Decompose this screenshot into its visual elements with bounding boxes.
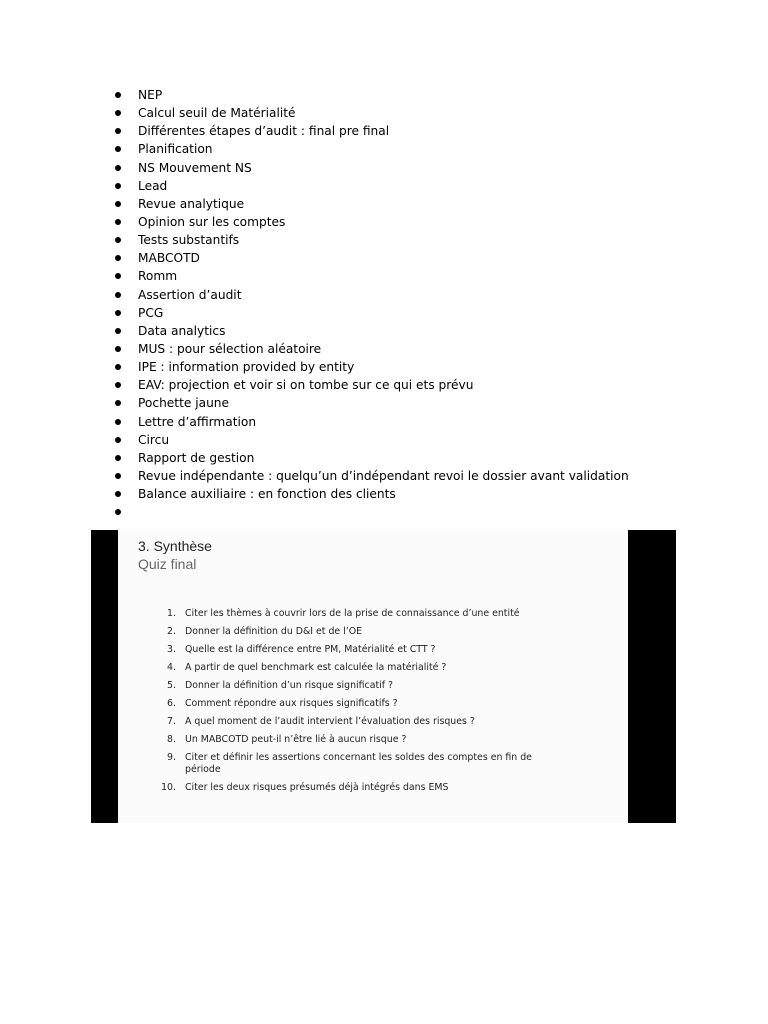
bullet-text: NEP bbox=[138, 88, 163, 102]
quiz-question bbox=[158, 734, 565, 746]
bullet-text: Balance auxiliaire : en fonction des clients bbox=[138, 487, 396, 502]
bullet-dot-icon bbox=[115, 237, 121, 243]
bullet-text: Assertion d’audit bbox=[138, 287, 242, 302]
bullet-dot-icon bbox=[115, 491, 121, 497]
bullet-item bbox=[112, 177, 629, 195]
bullet-text: MABCOTD bbox=[138, 251, 200, 266]
bullet-dot-icon bbox=[115, 509, 121, 515]
bullet-text: Lead bbox=[138, 178, 168, 193]
bullet-item bbox=[112, 267, 629, 285]
bullet-text: Lettre d’affirmation bbox=[138, 414, 257, 429]
bullet-text: Romm bbox=[138, 269, 178, 284]
bullet-item bbox=[112, 358, 629, 376]
question-text: Donner la définition du D&I et de l’OE bbox=[185, 626, 363, 637]
bullet-item bbox=[112, 104, 629, 122]
quiz-question bbox=[158, 716, 565, 728]
bullet-list bbox=[112, 86, 629, 521]
question-number: 8. bbox=[167, 734, 176, 745]
question-number: 2. bbox=[167, 626, 176, 637]
bullet-item bbox=[112, 304, 629, 322]
bullet-dot-icon bbox=[115, 437, 121, 443]
bullet-dot-icon bbox=[115, 419, 121, 425]
bullet-item bbox=[112, 195, 629, 213]
slide-right-black-bar bbox=[628, 530, 676, 823]
question-text: Un MABCOTD peut-il n’être lié à aucun risque ? bbox=[185, 734, 407, 745]
bullet-text: Data analytics bbox=[138, 323, 226, 338]
bullet-item bbox=[112, 86, 629, 104]
bullet-item bbox=[112, 140, 629, 158]
quiz-question bbox=[158, 680, 565, 692]
quiz-question bbox=[158, 608, 565, 620]
bullet-item bbox=[112, 249, 629, 267]
bullet-dot-icon bbox=[115, 183, 121, 189]
bullet-item bbox=[112, 376, 629, 394]
slide-title: 3. Synthèse bbox=[138, 538, 212, 554]
question-number: 5. bbox=[167, 680, 176, 691]
bullet-text: PCG bbox=[138, 305, 164, 320]
bullet-item bbox=[112, 485, 629, 503]
bullet-dot-icon bbox=[115, 219, 121, 225]
bullet-item bbox=[112, 231, 629, 249]
bullet-dot-icon bbox=[115, 165, 121, 171]
quiz-slide-image bbox=[91, 530, 676, 823]
question-text: A partir de quel benchmark est calculée la matérialité ? bbox=[185, 662, 447, 673]
question-number: 7. bbox=[167, 716, 176, 727]
bullet-text: Revue analytique bbox=[138, 196, 245, 211]
bullet-text: NS Mouvement NS bbox=[138, 160, 252, 175]
quiz-question bbox=[158, 752, 565, 776]
question-number: 4. bbox=[167, 662, 176, 673]
bullet-dot-icon bbox=[115, 273, 121, 279]
quiz-question-list bbox=[158, 608, 565, 800]
question-text: Citer et définir les assertions concernant les soldes des comptes en fin de période bbox=[185, 752, 532, 775]
slide-subtitle: Quiz final bbox=[138, 556, 197, 572]
bullet-text: MUS : pour sélection aléatoire bbox=[138, 341, 322, 356]
bullet-item bbox=[112, 340, 629, 358]
bullet-item bbox=[112, 122, 629, 140]
bullet-text: EAV: projection et voir si on tombe sur ce qui ets prévu bbox=[138, 378, 474, 393]
bullet-text: Calcul seuil de Matérialité bbox=[138, 106, 296, 121]
question-text: Donner la définition d’un risque significatif ? bbox=[185, 680, 393, 691]
quiz-question bbox=[158, 644, 565, 656]
question-number: 3. bbox=[167, 644, 176, 655]
bullet-item bbox=[112, 431, 629, 449]
question-text: Quelle est la différence entre PM, Matérialité et CTT ? bbox=[185, 644, 436, 655]
bullet-item bbox=[112, 503, 629, 521]
bullet-item bbox=[112, 322, 629, 340]
bullet-dot-icon bbox=[115, 201, 121, 207]
quiz-question bbox=[158, 662, 565, 674]
bullet-dot-icon bbox=[115, 364, 121, 370]
bullet-text: Circu bbox=[138, 432, 170, 447]
bullet-text: Rapport de gestion bbox=[138, 450, 255, 465]
bullet-item bbox=[112, 467, 629, 485]
bullet-dot-icon bbox=[115, 292, 121, 298]
bullet-dot-icon bbox=[115, 400, 121, 406]
question-number: 6. bbox=[167, 698, 176, 709]
bullet-item bbox=[112, 286, 629, 304]
bullet-item bbox=[112, 394, 629, 412]
slide-left-black-bar bbox=[91, 530, 118, 823]
bullet-item bbox=[112, 213, 629, 231]
question-text: Citer les thèmes à couvrir lors de la prise de connaissance d’une entité bbox=[185, 608, 520, 619]
bullet-text: IPE : information provided by entity bbox=[138, 360, 355, 375]
bullet-dot-icon bbox=[115, 110, 121, 116]
slide-content bbox=[118, 530, 628, 823]
question-number: 10. bbox=[161, 782, 176, 793]
bullet-dot-icon bbox=[115, 146, 121, 152]
bullet-dot-icon bbox=[115, 455, 121, 461]
bullet-text: Planification bbox=[138, 142, 213, 157]
bullet-dot-icon bbox=[115, 328, 121, 334]
quiz-question bbox=[158, 626, 565, 638]
bullet-text: Revue indépendante : quelqu’un d’indépendant revoi le dossier avant validation bbox=[138, 468, 629, 483]
quiz-question bbox=[158, 698, 565, 710]
bullet-item bbox=[112, 159, 629, 177]
bullet-text: Différentes étapes d’audit : final pre final bbox=[138, 124, 390, 139]
question-text: Comment répondre aux risques significatifs ? bbox=[185, 698, 398, 709]
bullet-dot-icon bbox=[115, 92, 121, 98]
bullet-dot-icon bbox=[115, 382, 121, 388]
bullet-text: Tests substantifs bbox=[138, 233, 240, 248]
bullet-text: Pochette jaune bbox=[138, 396, 230, 411]
question-number: 1. bbox=[167, 608, 176, 619]
bullet-item bbox=[112, 449, 629, 467]
question-text: Citer les deux risques présumés déjà intégrés dans EMS bbox=[185, 782, 449, 793]
bullet-dot-icon bbox=[115, 128, 121, 134]
question-number: 9. bbox=[167, 752, 176, 763]
bullet-dot-icon bbox=[115, 310, 121, 316]
question-text: A quel moment de l’audit intervient l’évaluation des risques ? bbox=[185, 716, 475, 727]
bullet-text: Opinion sur les comptes bbox=[138, 214, 286, 229]
quiz-question bbox=[158, 782, 565, 794]
bullet-dot-icon bbox=[115, 255, 121, 261]
bullet-dot-icon bbox=[115, 346, 121, 352]
bullet-item bbox=[112, 413, 629, 431]
bullet-dot-icon bbox=[115, 473, 121, 479]
